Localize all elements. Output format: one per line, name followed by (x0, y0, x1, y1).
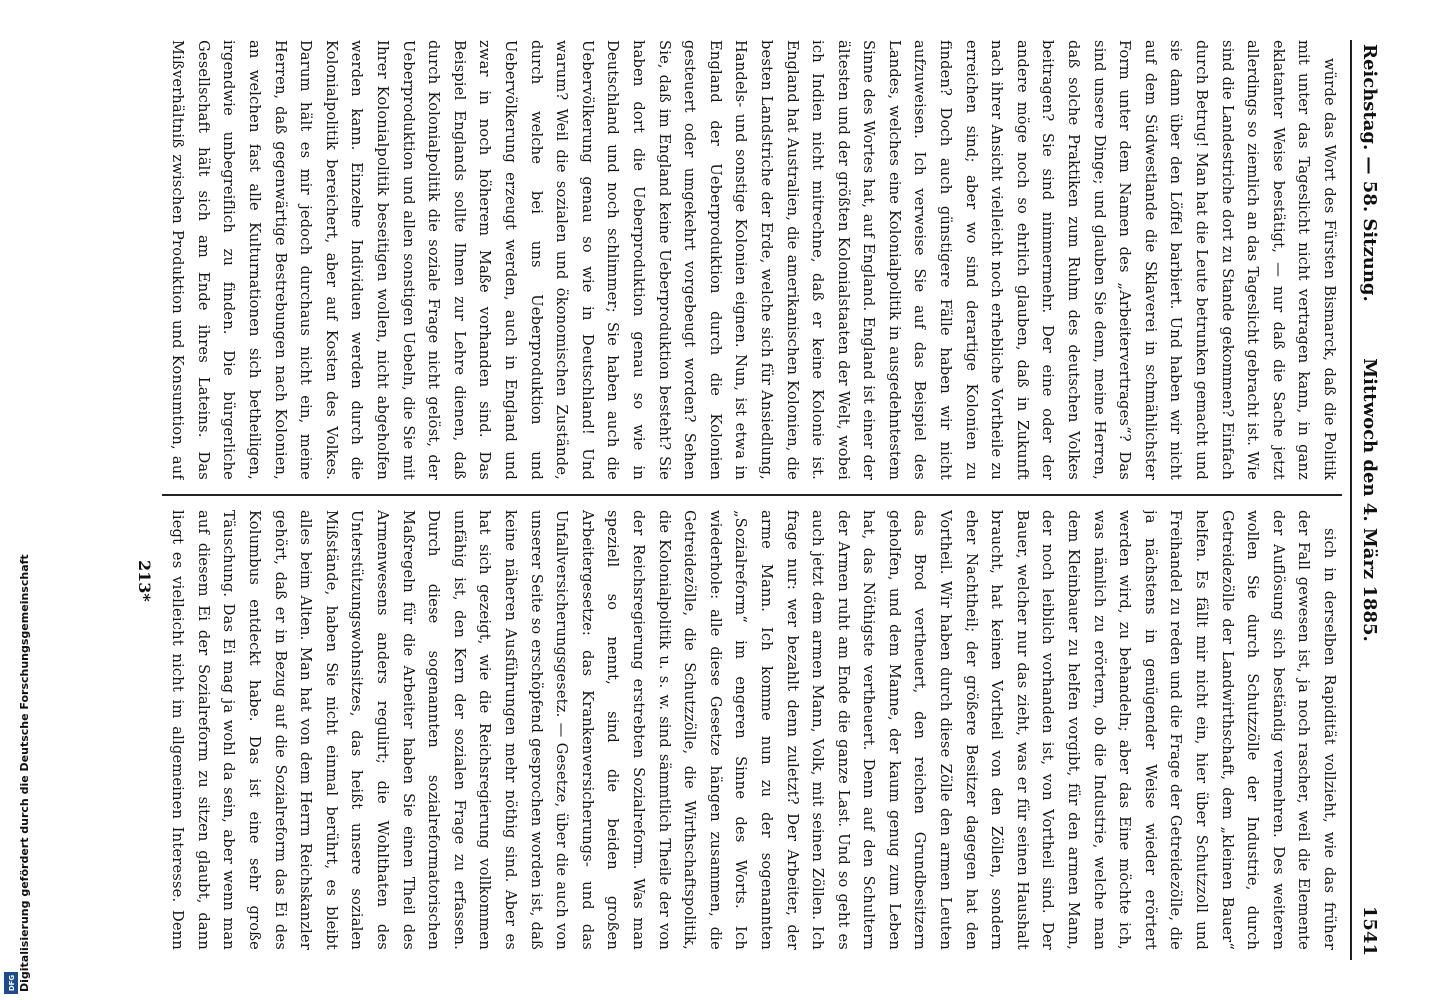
digitization-credit: Digitalisierung gefördert durch die Deutsche Forschungsgemeinschaft (18, 554, 31, 992)
text-column-left (162, 40, 1342, 480)
header-page-number: 1541 (1359, 905, 1380, 956)
column-text: würde das Wort des Fürsten Bismarck, daß die Politik mit unter das Tageslicht nicht vertragen kann, in ganz eklatanter Weise bestätigt, — nur daß die Sache jetzt allerdings so ziemlich an das Tageslicht gebracht ist. Wie sind die Landestriche dort zu Stande gekommen? Einfach durch Betrug! Man hat die Leute betrunken gemacht und sie dann über den Löffel barbiert. Und haben wir nicht auf dem Südwestlande die Sklaverei in schmählichster Form unter dem Namen des „Arbeitervertrages“? Das sind unsere Dinge; und glauben Sie denn, meine Herren, daß solche Praktiken zum Ruhm des deutschen Volkes beitragen? Sie sind nimmermehr. Der eine oder der andere möge noch so ehrlich glauben, daß in Zukunft nach ihrer Ansicht vielleicht noch erhebliche Vortheile zu erreichen sind; aber wo sind derartige Kolonien zu finden? Doch auch günstigere Fälle haben wir nicht aufzuweisen. Ich verweise Sie auf das Beispiel des Landes, welches eine Kolonialpolitik in ausgedehntestem Sinne des Wortes hat, auf England. England ist einer der ältesten und der größten Kolonialstaaten der Welt, wobei ich Indien nicht mitrechne, daß er keine Kolonie ist. England hat Australien, die amerikanischen Kolonien, die besten Landstriche der Erde, welche sich für Ansiedlung, Handels- und sonstige Kolonien eignen. Nun, ist etwa in England der Ueberproduktion durch die Kolonien gesteuert oder umgekehrt vorgebeugt worden? Sehen Sie, daß im England keine Ueberproduktion besteht? Sie haben dort die Ueberproduktion genau so wie in Deutschland und noch schlimmer; Sie haben auch die Uebervölkerung genau so wie in Deutschland! Und warum? Weil die sozialen und ökonomischen Zustände, durch welche bei uns Ueberproduktion und Uebervölkerung erzeugt werden, auch in England und zwar in noch höherem Maße vorhanden sind. Das Beispiel Englands sollte Ihnen zur Lehre dienen, daß durch Kolonialpolitik die soziale Frage nicht gelöst, der Ueberproduktion und allen sonstigen Uebeln, die Sie mit Ihrer Kolonialpolitik beseitigen wollen, nicht abgeholfen werden kann. Einzelne Individuen werden durch die Kolonialpolitik bereichert, aber auf Kosten des Volkes. Darum hält es mir jedoch durchaus nicht ein, meine Herren, daß gegenwärtige Bestrebungen nach Kolonien, an welchen fast alle Kulturnationen sich betheiligen, irgendwie unbegreiflich zu finden. Die bürgerliche Gesellschaft hält sich am Ende ihres Lateins. Das Mißverhältniß zwischen Produktion und Konsumtion, auf (169, 40, 1338, 480)
header-rule (1350, 40, 1352, 960)
dfg-logo-text: DFG (8, 974, 17, 992)
text-column-right (162, 510, 1342, 950)
header-date: Mittwoch den 4. März 1885. (1359, 358, 1380, 642)
column-text: sich in derselben Rapidität vollzieht, wie das früher der Fall gewesen ist, ja noch rascher, weil die Elemente der Auflösung sich beständig vermehren. Des weiteren wollen Sie durch Schutzzölle der Industrie, durch Getreidezölle der Landwirthschaft, dem „kleinen Bauer“ helfen. Es fällt mir nicht ein, hier über Schutzzoll und Freihandel zu reden und die Frage der Getreidezölle, die ja nächstens in genügender Weise wieder erörtert werden wird, zu behandeln; aber das Eine möchte ich, was nämlich zu erörtern, ob die Industrie, welche man dem Kleinbauer zu helfen vorgibt, für den armen Mann, der noch leiblich vorhanden ist, von Vortheil sind. Der Bauer, welcher nur das zieht, was er für seinen Haushalt braucht, hat keinen Vortheil von den Zöllen, sondern eher Nachtheil; der größere Besitzer dagegen hat den Vortheil. Wir haben durch diese Zölle den armen Leuten das Brod vertheuert, den reichen Grundbesitzern geholfen, und dem Manne, der kaum genug zum Leben hat, das Nöthigste vertheuert. Denn auf den Schultern der Armen ruht am Ende die ganze Last. Und so geht es auch jetzt dem armen Mann, Volk, mit seinen Zöllen. Ich frage nur: wer bezahlt denn zuletzt? Der Arbeiter, der arme Mann. Ich komme nun zu der sogenannten „Sozialreform“ im engeren Sinne des Worts. Ich wiederhole: alle diese Gesetze hängen zusammen, die Getreidezölle, die Schutzzölle, die Wirthschaftspolitik, die Kolonialpolitik u. s. w. sind sämmtlich Theile der von der Reichsregierung erstrebten Sozialreform. Was man speziell so nennt, sind die beiden großen Arbeitergesetze: das Krankenversicherungs- und das Unfallversicherungsgesetz. — Gesetze, über die auch von unserer Seite so erschöpfend gesprochen worden ist, daß keine näheren Ausführungen mehr nöthig sind. Aber es hat sich gezeigt, wie die Reichsregierung vollkommen unfähig ist, den Kern der sozialen Frage zu erfassen. Durch diese sogenannten sozialreformatorischen Maßregeln für die Arbeiter haben Sie einen Theil des Armenwesens anders regulirt; die Wohlthaten des Unterstützungswohnsitzes, das heißt unsere sozialen Mißstände, haben Sie nicht einmal berührt, es bleibt alles beim Alten. Man hat von dem Herrn Reichskanzler gehört, daß er in Bezug auf die Sozialreform das Ei des Kolumbus entdeckt habe. Das ist eine sehr große Täuschung. Das Ei mag ja wohl da sein, aber wenn man auf diesem Ei der Sozialreform zu sitzen glaubt, dann liegt es vielleicht nicht im allgemeinen Interesse. Denn (169, 510, 1338, 950)
header-session: Reichstag. — 58. Sitzung. (1359, 44, 1380, 302)
signature-mark: 213* (135, 560, 154, 602)
column-divider (162, 494, 1342, 496)
running-header (1352, 40, 1386, 960)
dfg-logo (4, 972, 18, 994)
rotated-page-content (116, 40, 1386, 960)
